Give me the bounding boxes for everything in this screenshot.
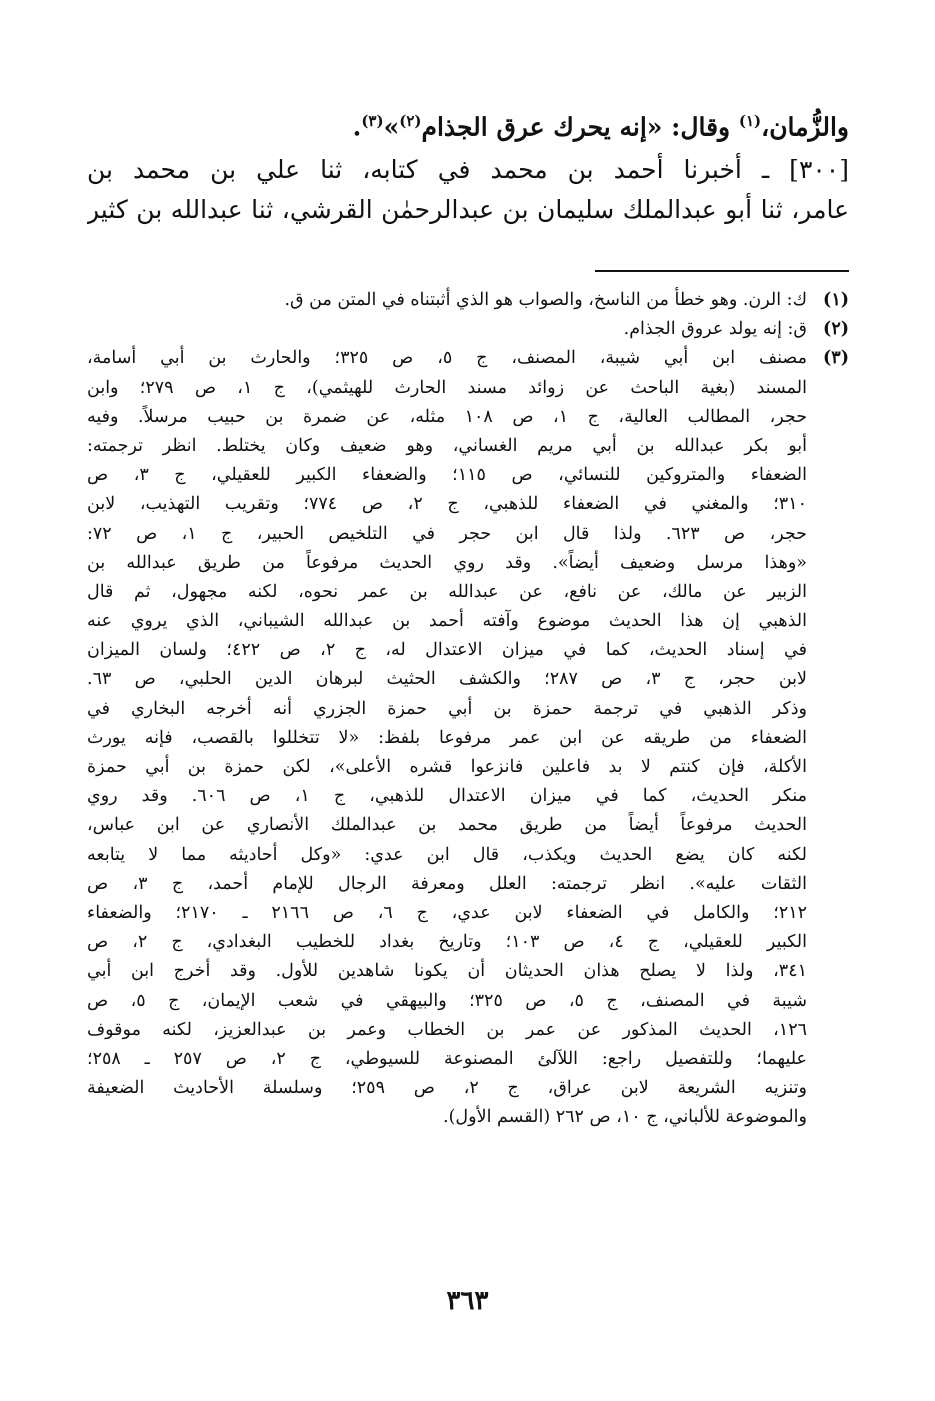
footnote-3-line: منكر الحديث، كما في ميزان الاعتدال للذهبي، ج ١، ص ٦٠٦. وقد روي	[87, 786, 808, 807]
footnote-3-line: وتنزيه الشريعة لابن عراق، ج ٢، ص ٢٥٩؛ وسلسلة الأحاديث الضعيفة	[87, 1078, 807, 1099]
footnote-3-line: شيبة في المصنف، ج ٥، ص ٣٢٥؛ والبيهقي في شعب الإيمان، ج ٥، ص	[87, 990, 807, 1011]
footnote-3-line: الضعفاء والمتروكين للنسائي، ص ١١٥؛ والضعفاء الكبير للعقيلي، ج ٣، ص	[87, 465, 807, 486]
footnote-3-line: الثقات عليه». انظر ترجمته: العلل ومعرفة الرجال للإمام أحمد، ج ٣، ص	[87, 873, 807, 894]
footnote-number: (١)	[823, 290, 849, 310]
footnote-3-line: «وهذا مرسل وضعيف أيضاً». وقد روي الحديث مرفوعاً من طريق عبدالله بن	[87, 552, 807, 573]
footnote-3-line	[87, 344, 849, 373]
footnote-3-line: في إسناد الحديث، كما في ميزان الاعتدال له، ج ٢، ص ٤٢٢؛ ولسان الميزان	[87, 640, 808, 661]
footnote-3-line: ٣١٠؛ والمغني في الضعفاء للذهبي، ج ٢، ص ٧٧٤؛ وتقريب التهذيب، لابن	[87, 494, 807, 515]
footnote-text: مصنف ابن أبي شيبة، المصنف، ج ٥، ص ٣٢٥؛ والحارث بن أبي أسامة،	[87, 348, 807, 369]
footnote-text: ق: إنه يولد عروق الجذام.	[623, 319, 807, 340]
footnote-ref-1: (١)	[738, 112, 762, 130]
main-line-1	[87, 92, 849, 150]
footnote-3-line: وذكر الذهبي في ترجمة حمزة بن أبي حمزة الجزري أنه أخرجه البخاري في	[87, 698, 807, 719]
main-text-fragment: والزُّمان،	[761, 112, 849, 142]
footnote-3-line: الحديث مرفوعاً أيضاً من طريق محمد بن عبدالملك الأنصاري عن ابن عباس،	[87, 815, 807, 836]
footnote-3-line: عليهما؛ وللتفصيل راجع: اللآلئ المصنوعة للسيوطي، ج ٢، ص ٢٥٧ ـ ٢٥٨؛	[87, 1048, 807, 1069]
footnote-3-line: حجر، المطالب العالية، ج ١، ص ١٠٨ مثله، عن ضمرة بن حبيب مرسلاً. وفيه	[87, 406, 808, 427]
footnote-3-line: لابن حجر، ج ٣، ص ٢٨٧؛ والكشف الحثيث لبرهان الدين الحلبي، ص ٦٣.	[87, 669, 807, 690]
footnote-number: (٣)	[823, 348, 849, 369]
page-number: ٣٦٣	[446, 1286, 489, 1316]
footnote-3-line: أبو بكر عبدالله بن أبي مريم الغساني، وهو ضعيف وكان يختلط. انظر ترجمته:	[87, 435, 807, 456]
footnote-ref-2: (٢)	[399, 112, 422, 130]
footnote-3-line: لكنه كان يضع الحديث ويكذب، قال ابن عدي: «وكل أحاديثه مما لا يتابعه	[87, 844, 807, 865]
main-text-fragment: .	[352, 112, 362, 142]
footnote-text: ك: الرن. وهو خطأ من الناسخ، والصواب هو الذي أثبتناه في المتن من ق.	[284, 290, 807, 310]
footnote-2	[87, 315, 849, 344]
footnote-3-line: ١٢٦، الحديث المذكور عن عمر بن الخطاب وعمر بن عبدالعزيز، لكنه موقوف	[87, 1019, 807, 1040]
footnote-3-line: والموضوعة للألباني، ج ١٠، ص ٢٦٢ (القسم الأول).	[443, 1107, 807, 1128]
footnote-number: (٢)	[823, 319, 849, 340]
footnote-ref-3: (٣)	[361, 112, 384, 130]
footnote-3-line: ٢١٢؛ والكامل في الضعفاء لابن عدي، ج ٦، ص ٢١٦٦ ـ ٢١٧٠؛ والضعفاء	[87, 902, 808, 923]
footnote-3-line: الكبير للعقيلي، ج ٤، ص ١٠٣؛ وتاريخ بغداد للخطيب البغدادي، ج ٢، ص	[87, 932, 807, 953]
footnote-divider	[595, 270, 849, 272]
footnote-3-line: المسند (بغية الباحث عن زوائد مسند الحارث للهيثمي)، ج ١، ص ٢٧٩؛ وابن	[87, 377, 807, 398]
footnotes	[87, 286, 849, 1132]
main-text	[87, 92, 849, 230]
main-line-2: [٣٠٠] ـ أخبرنا أحمد بن محمد في كتابه، ثنا علي بن محمد بن	[87, 155, 849, 184]
main-line-3: عامر، ثنا أبو عبدالملك سليمان بن عبدالرحمٰن القرشي، ثنا عبدالله بن كثير	[87, 195, 849, 224]
footnote-3-line: الضعفاء من طريقه عن ابن عمر مرفوعا بلفظ: «لا تتخللوا بالقصب، فإنه يورث	[87, 727, 807, 748]
main-text-fragment: »	[383, 112, 400, 142]
footnote-3-line: الذهبي إن هذا الحديث موضوع وآفته أحمد بن عبدالله الشيباني، الذي يروي عنه	[87, 611, 807, 632]
footnote-3-line: حجر، ص ٦٢٣. ولذا قال ابن حجر في التلخيص الحبير، ج ١، ص ٧٢:	[87, 523, 807, 544]
footnote-3-line: الأكلة، فإن كنتم لا بد فاعلين فانزعوا قشره الأعلى»، لكن حمزة بن أبي حمزة	[87, 757, 807, 777]
footnote-3-line: الزبير عن مالك، عن نافع، عن عبدالله بن عمر نحوه، لكنه مجهول، ثم قال	[87, 581, 807, 602]
footnote-3-line: ٣٤١، ولذا لا يصلح هذان الحديثان أن يكونا شاهدين للأول. وقد أخرج ابن أبي	[87, 961, 807, 982]
main-text-fragment: وقال: «إنه يحرك عرق الجذام	[421, 112, 739, 142]
footnote-1	[87, 286, 849, 315]
